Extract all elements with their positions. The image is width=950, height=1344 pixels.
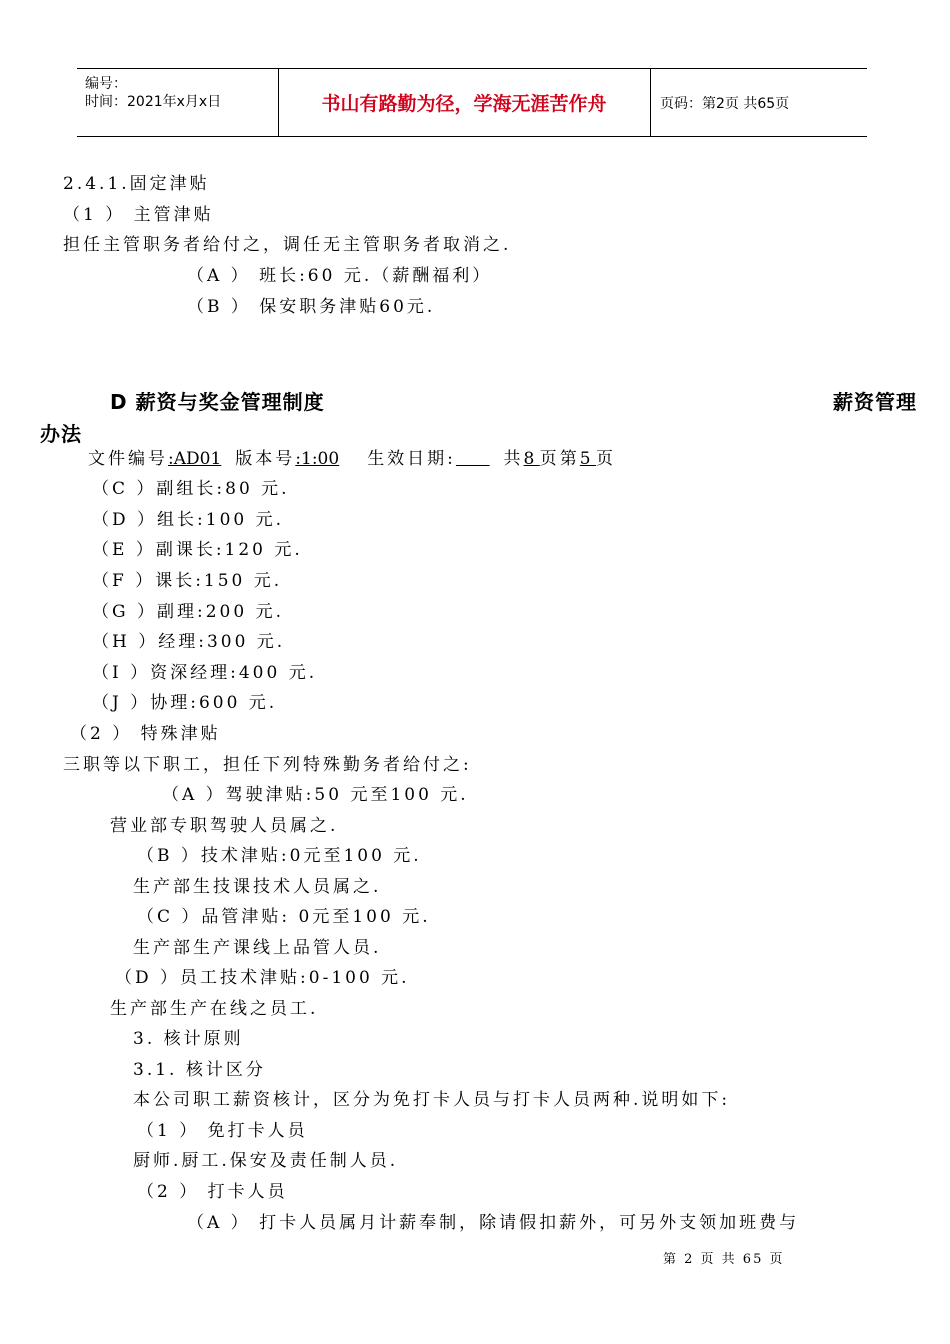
version-number: :1:00: [295, 449, 340, 469]
list-item: （C ）副组长:80 元.: [92, 479, 290, 499]
total-pages-label: 共: [503, 449, 524, 469]
subsection-heading: （2 ） 特殊津贴: [70, 724, 221, 744]
list-item: （I ）资深经理:400 元.: [92, 663, 318, 683]
document-title: D 薪资与奖金管理制度: [110, 390, 325, 414]
list-item: （E ）副课长:120 元.: [92, 540, 303, 560]
page-label: 页第: [539, 449, 580, 469]
paragraph: 营业部专职驾驶人员属之.: [110, 816, 339, 836]
subsection-heading: （1 ） 主管津贴: [63, 205, 214, 225]
paragraph: 厨师.厨工.保安及责任制人员.: [133, 1151, 399, 1171]
list-item: （B ）技术津贴:0元至100 元.: [137, 846, 422, 866]
page-suffix: 页: [596, 449, 617, 469]
list-item: （C ）品管津贴: 0元至100 元.: [137, 907, 431, 927]
header-page-number: 页码：第2页 共65页: [660, 95, 790, 112]
paragraph: 生产部生产课线上品管人员.: [133, 938, 382, 958]
paragraph: 三职等以下职工，担任下列特殊勤务者给付之:: [63, 755, 472, 775]
section-heading: 3. 核计原则: [133, 1029, 244, 1049]
paragraph: 本公司职工薪资核计，区分为免打卡人员与打卡人员两种.说明如下:: [133, 1090, 731, 1110]
list-item: （F ）课长:150 元.: [92, 571, 283, 591]
effective-date: [456, 449, 490, 469]
doc-number: :AD01: [168, 449, 222, 469]
list-item: （A ） 打卡人员属月计薪奉制，除请假扣薪外，可另外支领加班费与: [187, 1213, 800, 1233]
list-item: （A ） 班长:60 元.（薪酬福利）: [187, 266, 493, 286]
list-item: （D ）组长:100 元.: [92, 510, 285, 530]
list-item: （A ）驾驶津贴:50 元至100 元.: [162, 785, 469, 805]
list-item: （D ）员工技术津贴:0-100 元.: [115, 968, 410, 988]
effective-date-label: 生效日期:: [367, 449, 456, 469]
header-meta: [77, 69, 279, 136]
header-code: 编号：: [85, 76, 127, 92]
header-motto: 书山有路勤为径，学海无涯苦作舟: [278, 69, 651, 136]
paragraph: 担任主管职务者给付之，调任无主管职务者取消之.: [63, 235, 512, 255]
list-item: （J ）协理:600 元.: [92, 693, 278, 713]
doc-number-label: 文件编号: [88, 449, 168, 469]
header-time: 时间：2021年x月x日: [85, 94, 222, 110]
document-title-right: 薪资管理: [833, 390, 917, 414]
total-pages: 8: [523, 449, 540, 469]
list-item: （H ）经理:300 元.: [92, 632, 286, 652]
page-number: 5: [579, 449, 597, 469]
page-footer: 第 2 页 共 65 页: [663, 1252, 785, 1267]
subsection-heading: （2 ） 打卡人员: [137, 1182, 288, 1202]
section-heading: 2.4.1.固定津贴: [63, 174, 210, 194]
subsection-heading: （1 ） 免打卡人员: [137, 1121, 308, 1141]
version-label: 版本号: [235, 449, 296, 469]
subsection-heading: 3.1. 核计区分: [133, 1060, 266, 1080]
paragraph: 生产部生技课技术人员属之.: [133, 877, 382, 897]
document-info: [88, 449, 616, 469]
list-item: （G ）副理:200 元.: [92, 602, 284, 622]
document-title-continued: 办法: [40, 422, 82, 446]
list-item: （B ） 保安职务津贴60元.: [187, 297, 436, 317]
page-header: [77, 68, 867, 137]
paragraph: 生产部生产在线之员工.: [110, 999, 319, 1019]
